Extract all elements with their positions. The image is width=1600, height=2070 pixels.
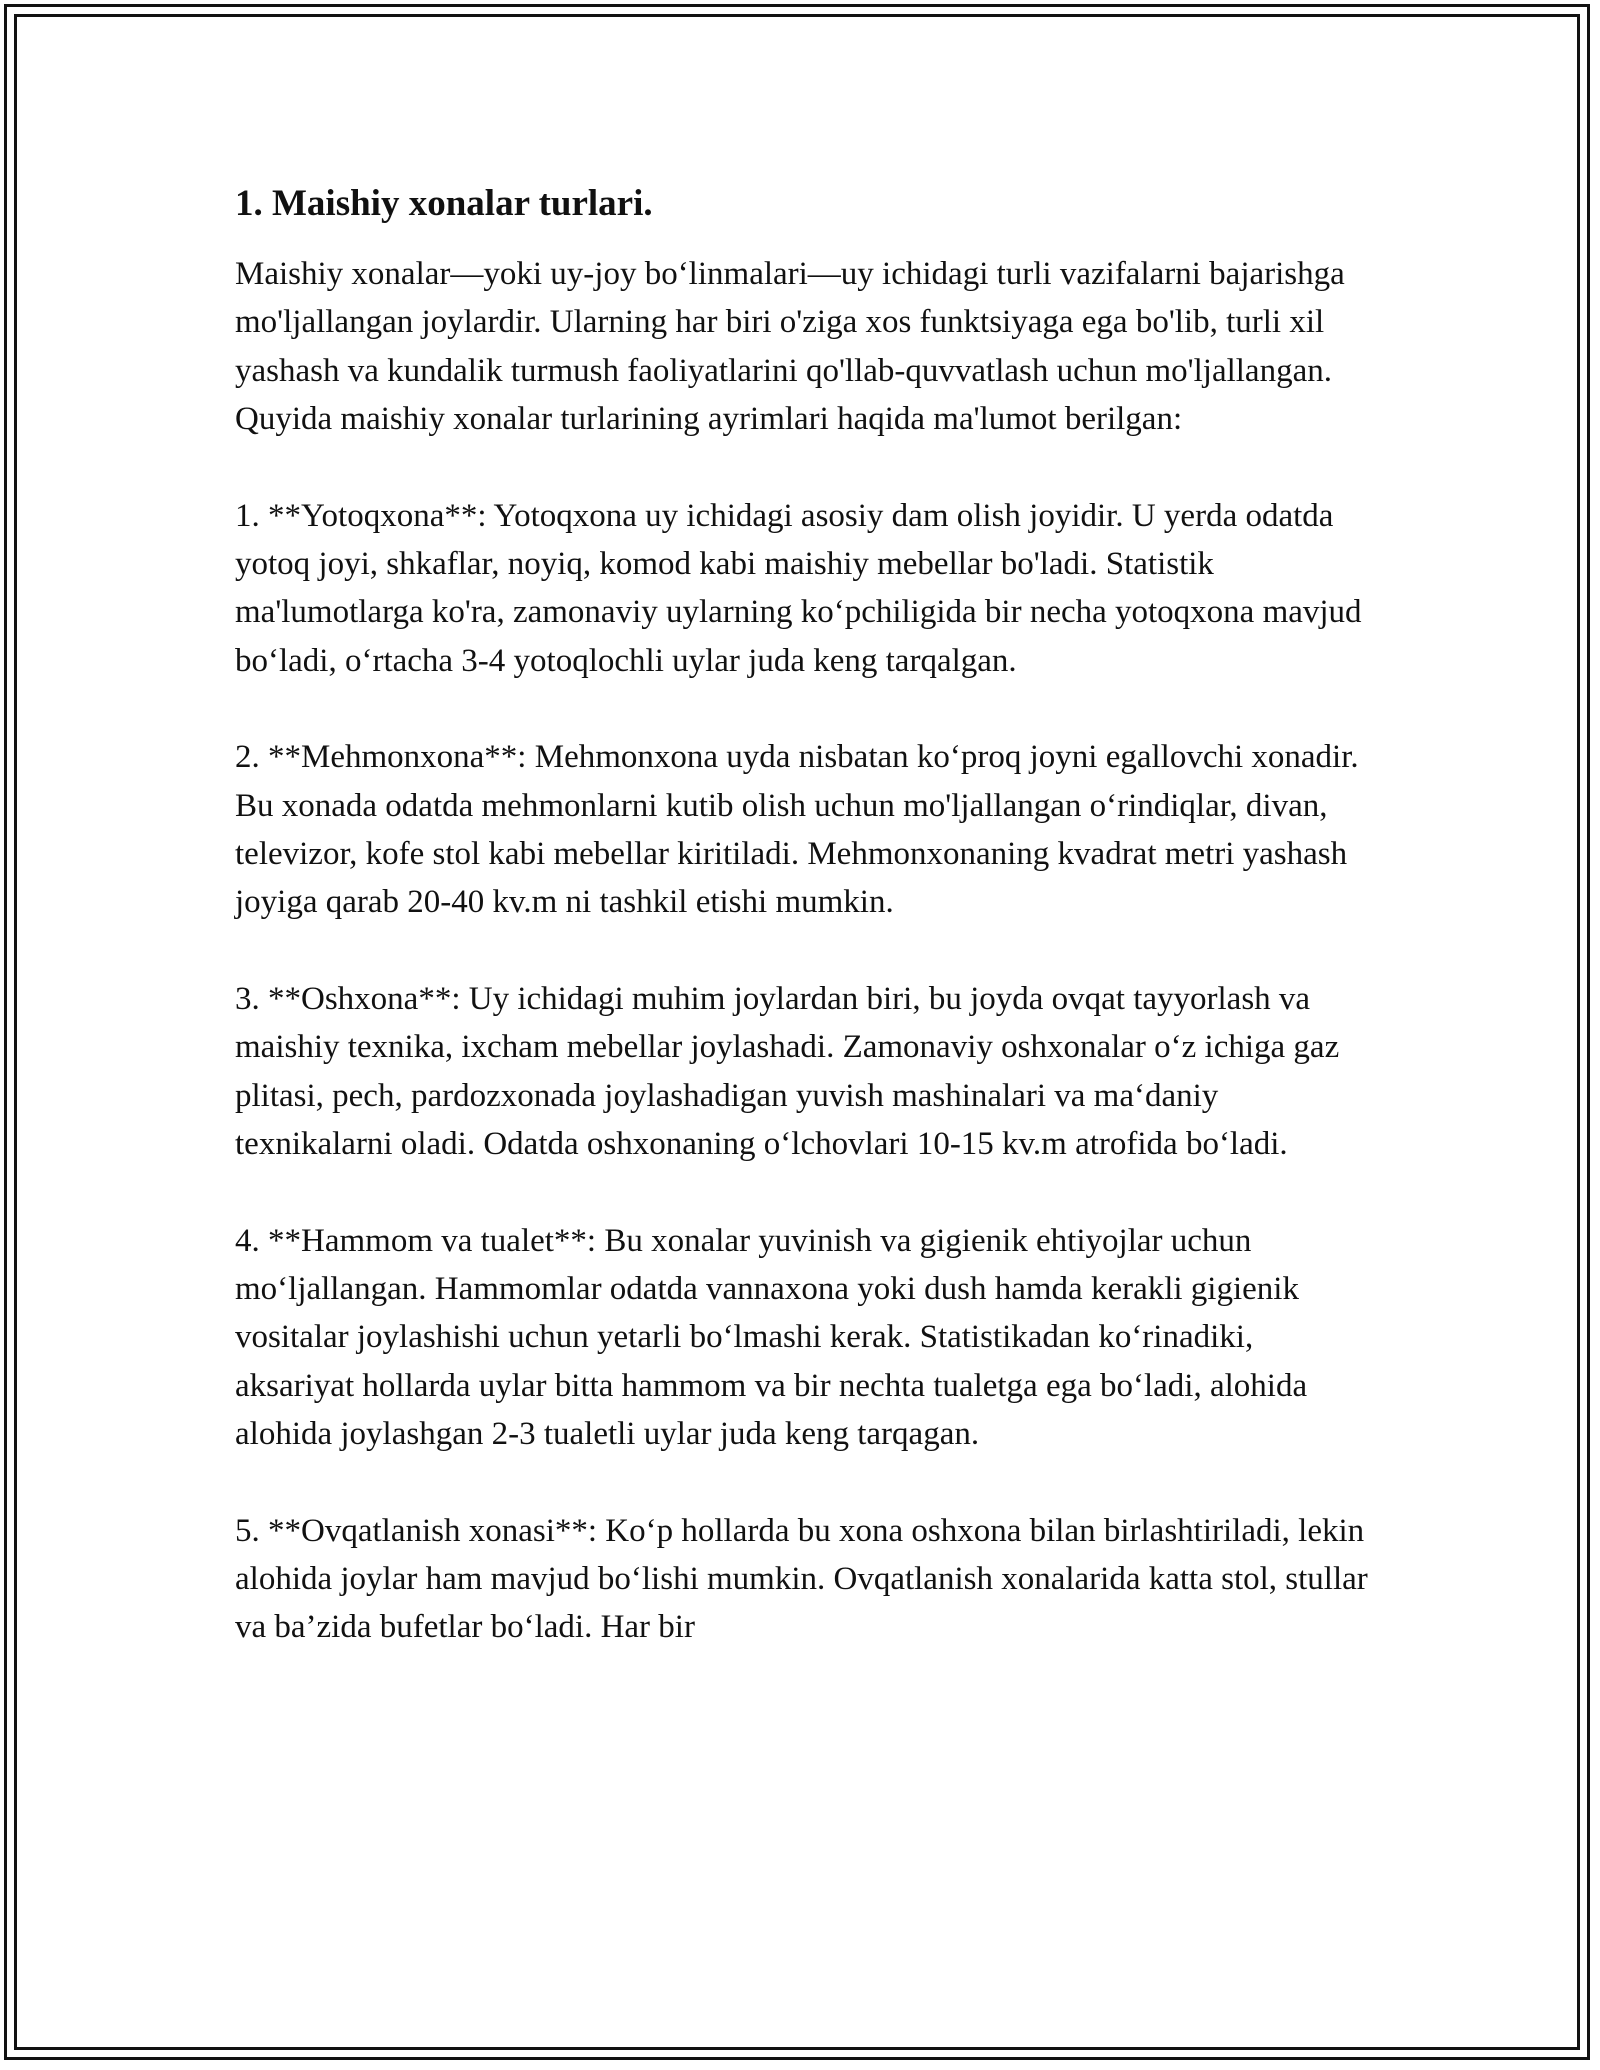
list-item-ovqatlanish-xonasi: 5. **Ovqatlanish xonasi**: Ko‘p hollarda bu xona oshxona bilan birlashtiriladi, lekin alohida joylar ham mavjud bo‘lishi mumkin. Ovqatlanish xonalarida katta stol, stullar va ba’zida bufetlar bo‘ladi. Har bir	[235, 1512, 1368, 1646]
list-item-hammom-tualet: 4. **Hammom va tualet**: Bu xonalar yuvinish va gigienik ehtiyojlar uchun mo‘ljallangan. Hammomlar odatda vannaxona yoki dush hamda kerakli gigienik vositalar joylashishi uchun yetarli bo‘lmashi kerak. Statistikadan ko‘rinadiki, aksariyat hollarda uylar bitta hammom va bir nechta tualetga ega bo‘ladi, alohida alohida joylashgan 2-3 tualetli uylar juda keng tarqagan.	[235, 1222, 1308, 1453]
document-body	[235, 180, 1380, 1700]
intro-paragraph: Maishiy xonalar—yoki uy-joy bo‘linmalari—uy ichidagi turli vazifalarni bajarishga mo'ljallangan joylardir. Ularning har biri o'ziga xos funktsiyaga ega bo'lib, turli xil yashash va kundalik turmush faoliyatlarini qo'llab-quvvatlash uchun mo'ljallangan. Quyida maishiy xonalar turlarining ayrimlari haqida ma'lumot berilgan:	[235, 256, 1345, 438]
list-item-mehmonxona: 2. **Mehmonxona**: Mehmonxona uyda nisbatan ko‘proq joyni egallovchi xonadir. Bu xonada odatda mehmonlarni kutib olish uchun mo'ljallangan o‘rindiqlar, divan, televizor, kofe stol kabi mebellar kiritiladi. Mehmonxonaning kvadrat metri yashash joyiga qarab 20-40 kv.m ni tashkil etishi mumkin.	[235, 739, 1359, 921]
list-item-oshxona: 3. **Oshxona**: Uy ichidagi muhim joylardan biri, bu joyda ovqat tayyorlash va maishiy texnika, ixcham mebellar joylashadi. Zamonaviy oshxonalar o‘z ichiga gaz plitasi, pech, pardozxonada joylashadigan yuvish mashinalari va ma‘daniy texnikalarni oladi. Odatda oshxonaning o‘lchovlari 10-15 kv.m atrofida bo‘ladi.	[235, 980, 1340, 1163]
section-heading: 1. Maishiy xonalar turlari.	[235, 183, 653, 224]
list-item-yotoqxona: 1. **Yotoqxona**: Yotoqxona uy ichidagi asosiy dam olish joyidir. U yerda odatda yotoq joyi, shkaflar, noyiq, komod kabi maishiy mebellar bo'ladi. Statistik ma'lumotlarga ko'ra, zamonaviy uylarning ko‘pchiligida bir necha yotoqxona mavjud bo‘ladi, o‘rtacha 3-4 yotoqlochli uylar juda keng tarqalgan.	[235, 497, 1362, 679]
